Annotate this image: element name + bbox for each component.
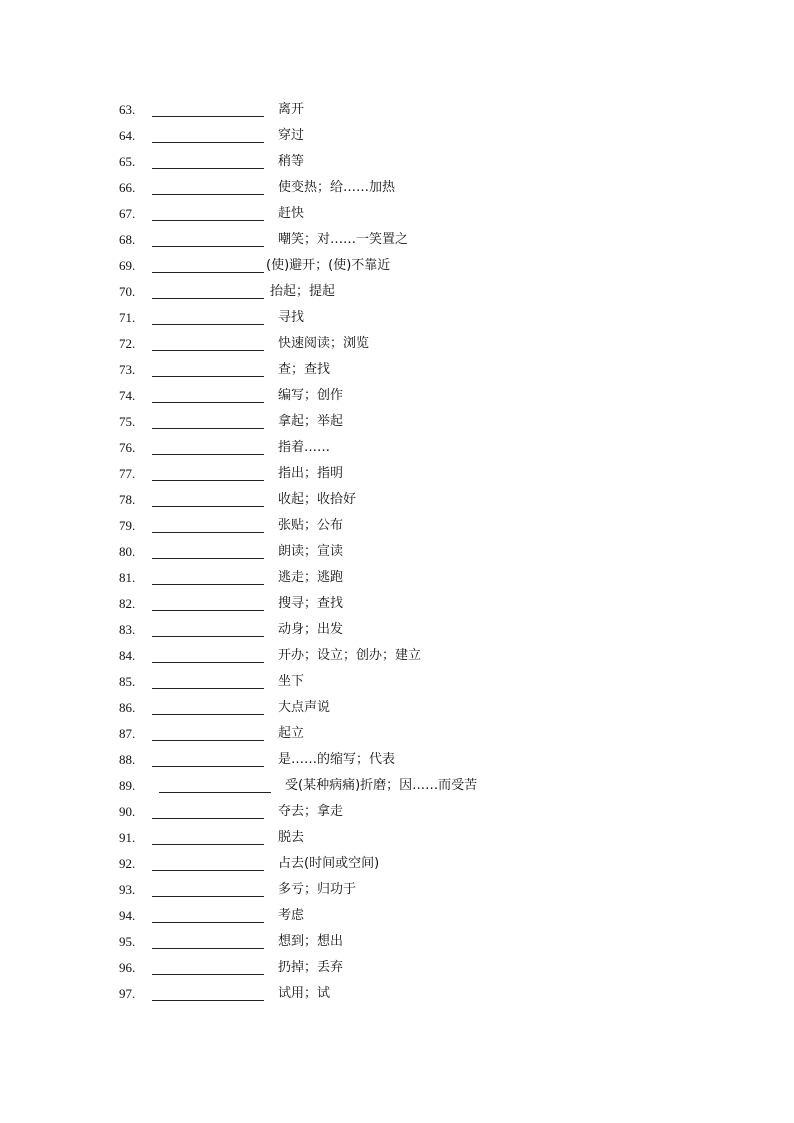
list-item: [0, 621, 794, 647]
item-meaning: (使)避开；(使)不靠近: [266, 258, 391, 273]
answer-blank: [152, 454, 264, 455]
item-meaning: 占去(时间或空间): [278, 856, 380, 871]
item-meaning: 张贴；公布: [278, 518, 344, 533]
list-item: [0, 725, 794, 751]
item-number: 93.: [119, 882, 136, 897]
list-item: [0, 881, 794, 907]
item-number: 65.: [119, 154, 136, 169]
item-number: 72.: [119, 336, 136, 351]
answer-blank: [152, 506, 264, 507]
list-item: [0, 387, 794, 413]
list-item: [0, 283, 794, 309]
item-number: 97.: [119, 986, 136, 1001]
item-number: 75.: [119, 414, 136, 429]
item-number: 85.: [119, 674, 136, 689]
list-item: [0, 517, 794, 543]
list-item: [0, 751, 794, 777]
item-number: 88.: [119, 752, 136, 767]
list-item: [0, 959, 794, 985]
item-meaning: 大点声说: [278, 700, 331, 715]
item-number: 95.: [119, 934, 136, 949]
item-number: 66.: [119, 180, 136, 195]
list-item: [0, 907, 794, 933]
item-meaning: 脱去: [278, 830, 305, 845]
answer-blank: [152, 532, 264, 533]
answer-blank: [152, 948, 264, 949]
item-meaning: 是……的缩写；代表: [278, 752, 396, 767]
list-item: [0, 101, 794, 127]
item-meaning: 离开: [278, 102, 305, 117]
answer-blank: [152, 610, 264, 611]
answer-blank: [152, 246, 264, 247]
answer-blank: [152, 220, 264, 221]
item-number: 87.: [119, 726, 136, 741]
item-meaning: 受(某种病痛)折磨；因……而受苦: [285, 778, 478, 793]
answer-blank: [152, 584, 264, 585]
list-item: [0, 673, 794, 699]
item-meaning: 开办；设立；创办；建立: [278, 648, 422, 663]
answer-blank: [152, 870, 264, 871]
item-number: 90.: [119, 804, 136, 819]
list-item: [0, 777, 794, 803]
answer-blank: [152, 480, 264, 481]
list-item: [0, 309, 794, 335]
item-number: 86.: [119, 700, 136, 715]
item-meaning: 抬起；提起: [270, 284, 336, 299]
item-meaning: 指出；指明: [278, 466, 344, 481]
item-number: 81.: [119, 570, 136, 585]
answer-blank: [152, 636, 264, 637]
item-meaning: 试用；试: [278, 986, 331, 1001]
answer-blank: [152, 714, 264, 715]
list-item: [0, 179, 794, 205]
list-item: [0, 413, 794, 439]
item-meaning: 逃走；逃跑: [278, 570, 344, 585]
item-meaning: 朗读；宣读: [278, 544, 344, 559]
item-number: 69.: [119, 258, 136, 273]
item-meaning: 嘲笑；对……一笑置之: [278, 232, 409, 247]
list-item: [0, 491, 794, 517]
item-meaning: 动身；出发: [278, 622, 344, 637]
answer-blank: [152, 818, 264, 819]
item-number: 77.: [119, 466, 136, 481]
item-number: 94.: [119, 908, 136, 923]
item-number: 84.: [119, 648, 136, 663]
list-item: [0, 205, 794, 231]
item-number: 63.: [119, 102, 136, 117]
item-meaning: 起立: [278, 726, 305, 741]
list-item: [0, 231, 794, 257]
list-item: [0, 985, 794, 1011]
answer-blank: [152, 896, 264, 897]
list-item: [0, 699, 794, 725]
list-item: [0, 465, 794, 491]
item-number: 71.: [119, 310, 136, 325]
answer-blank: [152, 324, 264, 325]
list-item: [0, 803, 794, 829]
answer-blank: [152, 298, 264, 299]
list-item: [0, 361, 794, 387]
answer-blank: [152, 1000, 264, 1001]
item-meaning: 多亏；归功于: [278, 882, 357, 897]
item-meaning: 查；查找: [278, 362, 331, 377]
answer-blank: [152, 558, 264, 559]
item-meaning: 搜寻；查找: [278, 596, 344, 611]
list-item: [0, 647, 794, 673]
answer-blank: [152, 974, 264, 975]
answer-blank: [152, 194, 264, 195]
item-meaning: 使变热；给……加热: [278, 180, 396, 195]
list-item: [0, 257, 794, 283]
list-item: [0, 439, 794, 465]
answer-blank: [152, 688, 264, 689]
list-item: [0, 335, 794, 361]
item-meaning: 稍等: [278, 154, 305, 169]
answer-blank: [159, 792, 271, 793]
item-meaning: 拿起；举起: [278, 414, 344, 429]
answer-blank: [152, 844, 264, 845]
item-number: 64.: [119, 128, 136, 143]
item-number: 96.: [119, 960, 136, 975]
list-item: [0, 829, 794, 855]
answer-blank: [152, 376, 264, 377]
item-meaning: 指着……: [278, 440, 331, 455]
answer-blank: [152, 116, 264, 117]
item-meaning: 坐下: [278, 674, 305, 689]
answer-blank: [152, 168, 264, 169]
item-number: 74.: [119, 388, 136, 403]
item-number: 73.: [119, 362, 136, 377]
list-item: [0, 153, 794, 179]
list-item: [0, 543, 794, 569]
answer-blank: [152, 142, 264, 143]
item-meaning: 夺去；拿走: [278, 804, 344, 819]
answer-blank: [152, 402, 264, 403]
answer-blank: [152, 740, 264, 741]
item-meaning: 考虑: [278, 908, 305, 923]
item-meaning: 想到；想出: [278, 934, 344, 949]
answer-blank: [152, 662, 264, 663]
answer-blank: [152, 766, 264, 767]
answer-blank: [152, 272, 264, 273]
item-number: 78.: [119, 492, 136, 507]
list-item: [0, 933, 794, 959]
list-item: [0, 569, 794, 595]
item-meaning: 扔掉；丢弃: [278, 960, 344, 975]
item-number: 92.: [119, 856, 136, 871]
item-meaning: 穿过: [278, 128, 305, 143]
item-number: 91.: [119, 830, 136, 845]
item-number: 68.: [119, 232, 136, 247]
item-number: 70.: [119, 284, 136, 299]
item-meaning: 快速阅读；浏览: [278, 336, 370, 351]
item-meaning: 寻找: [278, 310, 305, 325]
answer-blank: [152, 922, 264, 923]
list-item: [0, 595, 794, 621]
item-number: 79.: [119, 518, 136, 533]
item-meaning: 赶快: [278, 206, 305, 221]
answer-blank: [152, 350, 264, 351]
item-number: 82.: [119, 596, 136, 611]
item-number: 89.: [119, 778, 136, 793]
item-number: 67.: [119, 206, 136, 221]
item-meaning: 编写；创作: [278, 388, 344, 403]
item-number: 76.: [119, 440, 136, 455]
answer-blank: [152, 428, 264, 429]
list-item: [0, 855, 794, 881]
item-number: 83.: [119, 622, 136, 637]
list-item: [0, 127, 794, 153]
item-number: 80.: [119, 544, 136, 559]
item-meaning: 收起；收拾好: [278, 492, 357, 507]
